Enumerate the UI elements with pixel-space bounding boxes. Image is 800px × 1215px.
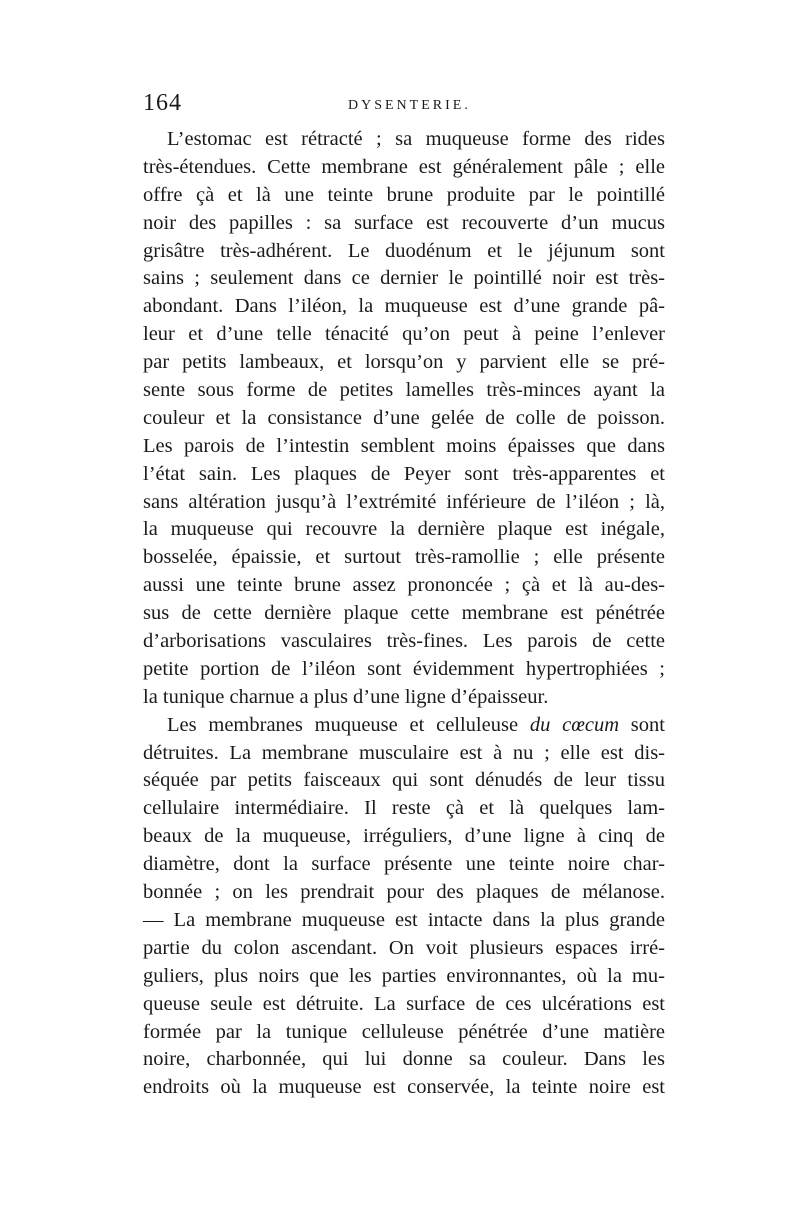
text-line: offre çà et là une teinte brune produite par le pointillé bbox=[143, 183, 665, 206]
text-line: formée par la tunique celluleuse pénétrée d’une matière bbox=[143, 1020, 665, 1043]
text-line: leur et d’une telle ténacité qu’on peut à peine l’enlever bbox=[143, 323, 665, 346]
text-line: beaux de la muqueuse, irréguliers, d’une ligne à cinq de bbox=[143, 825, 665, 848]
text-line: Les parois de l’intestin semblent moins épaisses que dans bbox=[143, 434, 665, 457]
text-line: abondant. Dans l’iléon, la muqueuse est d’une grande pâ- bbox=[143, 295, 665, 318]
text-line: aussi une teinte brune assez prononcée ; çà et là au-des- bbox=[143, 574, 665, 597]
running-head: DYSENTERIE. bbox=[348, 98, 471, 113]
body-text bbox=[143, 126, 665, 1102]
text-line: bosselée, épaissie, et surtout très-ramollie ; elle présente bbox=[143, 546, 665, 569]
text-line: bonnée ; on les prendrait pour des plaques de mélanose. bbox=[143, 881, 665, 904]
text-segment: Les membranes muqueuse et celluleuse bbox=[167, 713, 530, 736]
text-line: endroits où la muqueuse est conservée, la teinte noire est bbox=[143, 1076, 665, 1099]
text-line: d’arborisations vasculaires très-fines. Les parois de cette bbox=[143, 630, 665, 653]
text-line: sains ; seulement dans ce dernier le pointillé noir est très- bbox=[143, 267, 665, 290]
text-line: guliers, plus noirs que les parties environnantes, où la mu- bbox=[143, 964, 665, 987]
text-line-with-italic bbox=[143, 712, 665, 740]
text-line: diamètre, dont la surface présente une teinte noire char- bbox=[143, 853, 665, 876]
text-line: partie du colon ascendant. On voit plusieurs espaces irré- bbox=[143, 936, 665, 959]
text-line: par petits lambeaux, et lorsqu’on y parvient elle se pré- bbox=[143, 351, 665, 374]
text-line: la muqueuse qui recouvre la dernière plaque est inégale, bbox=[143, 518, 665, 541]
text-line: — La membrane muqueuse est intacte dans la plus grande bbox=[143, 908, 665, 931]
text-line: cellulaire intermédiaire. Il reste çà et là quelques lam- bbox=[143, 797, 665, 820]
italic-phrase: du cœcum bbox=[529, 713, 620, 736]
text-line: sans altération jusqu’à l’extrémité inférieure de l’iléon ; là, bbox=[143, 490, 665, 513]
text-line: couleur et la consistance d’une gelée de colle de poisson. bbox=[143, 406, 665, 429]
text-line: noir des papilles : sa surface est recouverte d’un mucus bbox=[143, 211, 665, 234]
text-line: noire, charbonnée, qui lui donne sa couleur. Dans les bbox=[143, 1048, 665, 1071]
text-line: petite portion de l’iléon sont évidemment hypertrophiées ; bbox=[143, 657, 665, 680]
text-line: sente sous forme de petites lamelles très-minces ayant la bbox=[143, 379, 665, 402]
text-line: très-étendues. Cette membrane est généralement pâle ; elle bbox=[143, 155, 665, 178]
text-line: sus de cette dernière plaque cette membrane est pénétrée bbox=[143, 602, 665, 625]
text-line: queuse seule est détruite. La surface de ces ulcérations est bbox=[143, 992, 665, 1015]
text-segment: sont bbox=[619, 713, 665, 736]
text-line: L’estomac est rétracté ; sa muqueuse forme des rides bbox=[167, 128, 665, 150]
text-line: la tunique charnue a plus d’une ligne d’épaisseur. bbox=[143, 685, 549, 708]
page-header bbox=[143, 90, 663, 120]
text-line: détruites. La membrane musculaire est à nu ; elle est dis- bbox=[143, 741, 665, 764]
text-line: séquée par petits faisceaux qui sont dénudés de leur tissu bbox=[143, 769, 665, 792]
page-number: 164 bbox=[143, 90, 182, 116]
text-line: grisâtre très-adhérent. Le duodénum et le jéjunum sont bbox=[143, 239, 665, 262]
text-line: l’état sain. Les plaques de Peyer sont très-apparentes et bbox=[143, 462, 665, 485]
